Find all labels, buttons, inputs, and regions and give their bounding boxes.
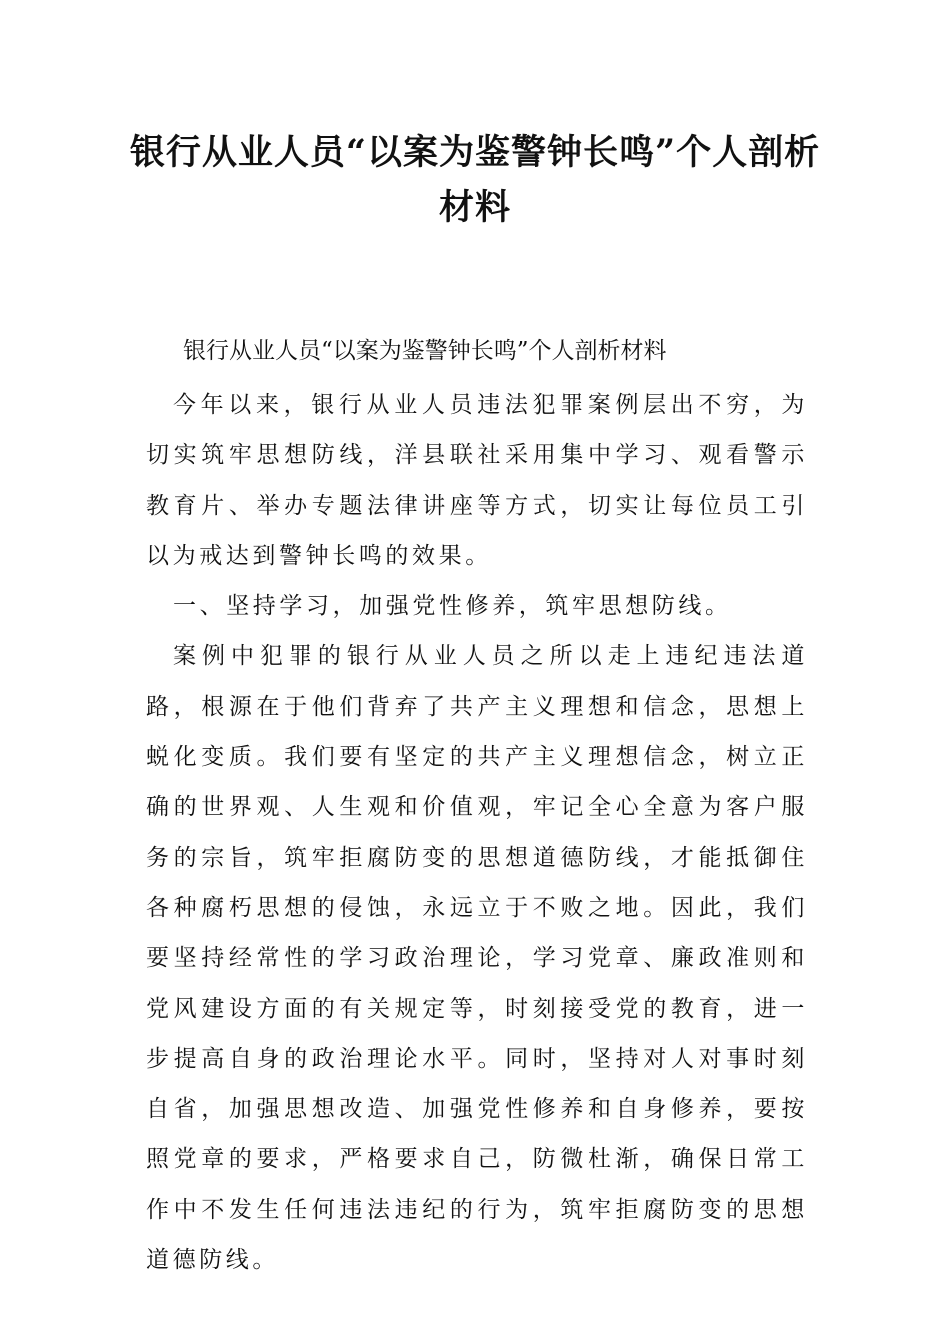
section-heading: 一、坚持学习，加强党性修养，筑牢思想防线。	[173, 593, 732, 620]
document-title: 银行从业人员“以案为鉴警钟长鸣”个人剖析材料	[129, 132, 821, 228]
paragraph-intro: 今年以来，银行从业人员违法犯罪案例层出不穷，为切实筑牢思想防线，洋县联社采用集中学习、观看警示教育片、举办专题法律讲座等方式，切实让每位员工引以为戒达到警钟长鸣的效果。	[146, 392, 808, 569]
paragraph-body: 案例中犯罪的银行从业人员之所以走上违纪违法道路，根源在于他们背弃了共产主义理想和信念，思想上蜕化变质。我们要有坚定的共产主义理想信念，树立正确的世界观、人生观和价值观，牢记全心全意为客户服务的宗旨，筑牢拒腐防变的思想道德防线，才能抵御住各种腐朽思想的侵蚀，永远立于不败之地。因此，我们要坚持经常性的学习政治理论，学习党章、廉政准则和党风建设方面的有关规定等，时刻接受党的教育，进一步提高自身的政治理论水平。同时，坚持对人对事时刻自省，加强思想改造、加强党性修养和自身修养，要按照党章的要求，严格要求自己，防微杜渐，确保日常工作中不发生任何违法违纪的行为，筑牢拒腐防变的思想道德防线。	[146, 643, 808, 1274]
document-body	[146, 380, 808, 1285]
document-subtitle: 银行从业人员“以案为鉴警钟长鸣”个人剖析材料	[183, 338, 667, 364]
